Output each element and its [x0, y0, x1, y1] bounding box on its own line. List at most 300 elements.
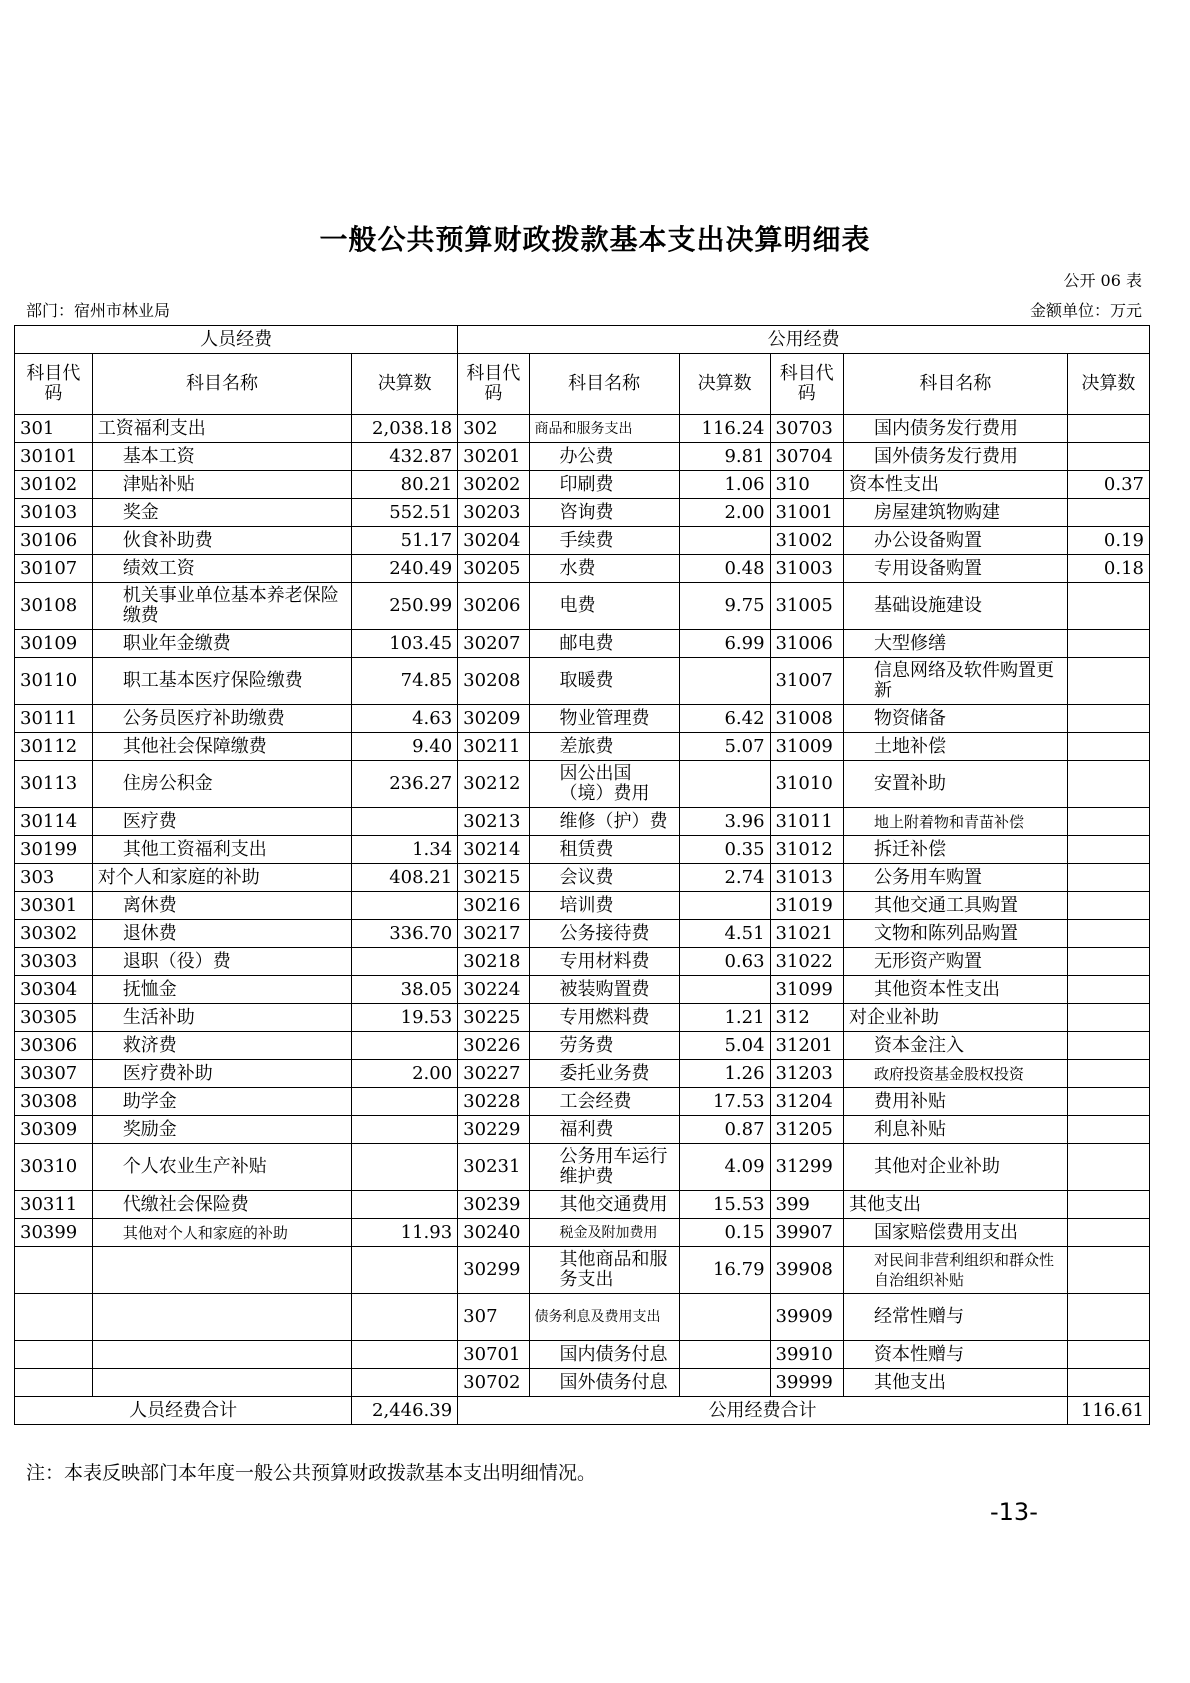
- name-cell: 住房公积金: [92, 761, 351, 808]
- code-cell: 30306: [15, 1032, 93, 1060]
- table-row: [15, 499, 1150, 527]
- unit-label: 金额单位：万元: [1029, 301, 1142, 320]
- department-label: 部门：宿州市林业局: [26, 301, 171, 320]
- amount-cell: 9.81: [679, 443, 770, 471]
- amount-cell: [352, 808, 458, 836]
- table-row: [15, 527, 1150, 555]
- code-cell: 30703: [770, 415, 844, 443]
- name-cell: 对个人和家庭的补助: [92, 864, 351, 892]
- code-cell: 307: [458, 1294, 529, 1341]
- amount-cell: 16.79: [679, 1247, 770, 1294]
- code-cell: 30307: [15, 1060, 93, 1088]
- name-cell: 其他资本性支出: [844, 976, 1068, 1004]
- column-header-amount: 决算数: [1067, 354, 1149, 415]
- table-row: [15, 583, 1150, 630]
- name-cell: 其他工资福利支出: [92, 836, 351, 864]
- code-cell: 39909: [770, 1294, 844, 1341]
- code-cell: 30107: [15, 555, 93, 583]
- amount-cell: [1067, 1369, 1149, 1397]
- code-cell: 301: [15, 415, 93, 443]
- table-row: [15, 1191, 1150, 1219]
- amount-cell: [1067, 415, 1149, 443]
- column-header-amount: 决算数: [679, 354, 770, 415]
- name-cell: 物资储备: [844, 705, 1068, 733]
- name-cell: [92, 1369, 351, 1397]
- amount-cell: 51.17: [352, 527, 458, 555]
- amount-cell: [1067, 1294, 1149, 1341]
- code-cell: 30217: [458, 920, 529, 948]
- code-cell: 30702: [458, 1369, 529, 1397]
- name-cell: 物业管理费: [529, 705, 679, 733]
- code-cell: 30102: [15, 471, 93, 499]
- name-cell: 因公出国（境）费用: [529, 761, 679, 808]
- amount-cell: 552.51: [352, 499, 458, 527]
- code-cell: [15, 1247, 93, 1294]
- code-cell: 312: [770, 1004, 844, 1032]
- amount-cell: [1067, 1144, 1149, 1191]
- name-cell: 公务接待费: [529, 920, 679, 948]
- name-cell: 劳务费: [529, 1032, 679, 1060]
- name-cell: 代缴社会保险费: [92, 1191, 351, 1219]
- code-cell: 30218: [458, 948, 529, 976]
- table-row: [15, 1369, 1150, 1397]
- name-cell: 公务员医疗补助缴费: [92, 705, 351, 733]
- code-cell: 31001: [770, 499, 844, 527]
- name-cell: 取暖费: [529, 658, 679, 705]
- name-cell: 其他对个人和家庭的补助: [92, 1219, 351, 1247]
- amount-cell: [352, 1341, 458, 1369]
- code-cell: 31099: [770, 976, 844, 1004]
- table-row: [15, 836, 1150, 864]
- name-cell: 房屋建筑物购建: [844, 499, 1068, 527]
- page-title: 一般公共预算财政拨款基本支出决算明细表: [319, 223, 871, 256]
- name-cell: 委托业务费: [529, 1060, 679, 1088]
- amount-cell: 4.63: [352, 705, 458, 733]
- code-cell: 31021: [770, 920, 844, 948]
- amount-cell: 1.26: [679, 1060, 770, 1088]
- name-cell: 专用燃料费: [529, 1004, 679, 1032]
- name-cell: 邮电费: [529, 630, 679, 658]
- amount-cell: 0.35: [679, 836, 770, 864]
- amount-cell: [679, 1294, 770, 1341]
- amount-cell: [1067, 948, 1149, 976]
- amount-cell: 9.75: [679, 583, 770, 630]
- code-cell: 30216: [458, 892, 529, 920]
- amount-cell: 6.99: [679, 630, 770, 658]
- amount-cell: 6.42: [679, 705, 770, 733]
- table-row: [15, 1219, 1150, 1247]
- column-header-code: 科目代码: [770, 354, 844, 415]
- amount-cell: 11.93: [352, 1219, 458, 1247]
- table-row: [15, 733, 1150, 761]
- code-cell: 30207: [458, 630, 529, 658]
- amount-cell: [1067, 499, 1149, 527]
- name-cell: 工资福利支出: [92, 415, 351, 443]
- code-cell: 31006: [770, 630, 844, 658]
- amount-cell: [352, 1191, 458, 1219]
- amount-cell: 116.24: [679, 415, 770, 443]
- amount-cell: [1067, 836, 1149, 864]
- amount-cell: [679, 527, 770, 555]
- amount-cell: [1067, 583, 1149, 630]
- code-cell: 31201: [770, 1032, 844, 1060]
- table-row: [15, 415, 1150, 443]
- name-cell: 差旅费: [529, 733, 679, 761]
- name-cell: 医疗费: [92, 808, 351, 836]
- code-cell: 30202: [458, 471, 529, 499]
- amount-cell: [352, 1369, 458, 1397]
- amount-cell: [1067, 920, 1149, 948]
- personnel-total-label: 人员经费合计: [15, 1397, 352, 1425]
- amount-cell: 1.06: [679, 471, 770, 499]
- amount-cell: [352, 1116, 458, 1144]
- amount-cell: 0.19: [1067, 527, 1149, 555]
- amount-cell: [1067, 1247, 1149, 1294]
- code-cell: 31204: [770, 1088, 844, 1116]
- name-cell: 租赁费: [529, 836, 679, 864]
- amount-cell: [1067, 864, 1149, 892]
- code-cell: 30201: [458, 443, 529, 471]
- amount-cell: 4.51: [679, 920, 770, 948]
- name-cell: 政府投资基金股权投资: [844, 1060, 1068, 1088]
- name-cell: 国家赔偿费用支出: [844, 1219, 1068, 1247]
- name-cell: 基础设施建设: [844, 583, 1068, 630]
- code-cell: 30225: [458, 1004, 529, 1032]
- name-cell: 生活补助: [92, 1004, 351, 1032]
- code-cell: 30203: [458, 499, 529, 527]
- table-row: [15, 864, 1150, 892]
- name-cell: 工会经费: [529, 1088, 679, 1116]
- amount-cell: 240.49: [352, 555, 458, 583]
- name-cell: 国内债务付息: [529, 1341, 679, 1369]
- code-cell: [15, 1369, 93, 1397]
- table-row: [15, 1032, 1150, 1060]
- amount-cell: 1.34: [352, 836, 458, 864]
- name-cell: 国外债务发行费用: [844, 443, 1068, 471]
- code-cell: 31007: [770, 658, 844, 705]
- code-cell: 30106: [15, 527, 93, 555]
- code-cell: 30308: [15, 1088, 93, 1116]
- code-cell: [15, 1294, 93, 1341]
- amount-cell: 5.07: [679, 733, 770, 761]
- amount-cell: [1067, 976, 1149, 1004]
- amount-cell: 0.15: [679, 1219, 770, 1247]
- table-row: [15, 892, 1150, 920]
- code-cell: 30309: [15, 1116, 93, 1144]
- table-row: [15, 1294, 1150, 1341]
- table-row: [15, 920, 1150, 948]
- name-cell: 其他对企业补助: [844, 1144, 1068, 1191]
- code-cell: 30215: [458, 864, 529, 892]
- table-row: [15, 1116, 1150, 1144]
- name-cell: 绩效工资: [92, 555, 351, 583]
- code-cell: 30205: [458, 555, 529, 583]
- name-cell: 医疗费补助: [92, 1060, 351, 1088]
- amount-cell: [1067, 1341, 1149, 1369]
- code-cell: 302: [458, 415, 529, 443]
- amount-cell: 0.63: [679, 948, 770, 976]
- table-row: [15, 1144, 1150, 1191]
- amount-cell: 4.09: [679, 1144, 770, 1191]
- amount-cell: [352, 1247, 458, 1294]
- amount-cell: 5.04: [679, 1032, 770, 1060]
- amount-cell: [1067, 1060, 1149, 1088]
- name-cell: 国外债务付息: [529, 1369, 679, 1397]
- code-cell: 30212: [458, 761, 529, 808]
- name-cell: 资本性赠与: [844, 1341, 1068, 1369]
- name-cell: 专用材料费: [529, 948, 679, 976]
- amount-cell: [679, 892, 770, 920]
- code-cell: 30301: [15, 892, 93, 920]
- table-row: [15, 443, 1150, 471]
- amount-cell: [352, 1088, 458, 1116]
- code-cell: 30108: [15, 583, 93, 630]
- table-row: [15, 705, 1150, 733]
- expenditure-table: [14, 325, 1150, 1425]
- name-cell: 资本性支出: [844, 471, 1068, 499]
- table-row: [15, 976, 1150, 1004]
- name-cell: 退职（役）费: [92, 948, 351, 976]
- code-cell: 30109: [15, 630, 93, 658]
- column-header-name: 科目名称: [529, 354, 679, 415]
- code-cell: 30704: [770, 443, 844, 471]
- name-cell: 福利费: [529, 1116, 679, 1144]
- name-cell: 奖金: [92, 499, 351, 527]
- code-cell: 31013: [770, 864, 844, 892]
- name-cell: 其他交通费用: [529, 1191, 679, 1219]
- code-cell: 30112: [15, 733, 93, 761]
- name-cell: 信息网络及软件购置更新: [844, 658, 1068, 705]
- name-cell: 基本工资: [92, 443, 351, 471]
- code-cell: 30114: [15, 808, 93, 836]
- code-cell: 30226: [458, 1032, 529, 1060]
- amount-cell: [1067, 630, 1149, 658]
- amount-cell: 408.21: [352, 864, 458, 892]
- code-cell: 30214: [458, 836, 529, 864]
- code-cell: 39910: [770, 1341, 844, 1369]
- code-cell: [15, 1341, 93, 1369]
- code-cell: 30399: [15, 1219, 93, 1247]
- page-number: -13-: [990, 1498, 1038, 1526]
- code-cell: 30209: [458, 705, 529, 733]
- amount-cell: [352, 1032, 458, 1060]
- amount-cell: [679, 1341, 770, 1369]
- name-cell: 被装购置费: [529, 976, 679, 1004]
- name-cell: 咨询费: [529, 499, 679, 527]
- amount-cell: [1067, 808, 1149, 836]
- amount-cell: 74.85: [352, 658, 458, 705]
- name-cell: 公务用车购置: [844, 864, 1068, 892]
- amount-cell: 3.96: [679, 808, 770, 836]
- name-cell: 津贴补贴: [92, 471, 351, 499]
- amount-cell: [1067, 892, 1149, 920]
- code-cell: 31019: [770, 892, 844, 920]
- code-cell: 30206: [458, 583, 529, 630]
- code-cell: 39999: [770, 1369, 844, 1397]
- name-cell: 国内债务发行费用: [844, 415, 1068, 443]
- amount-cell: [679, 761, 770, 808]
- name-cell: 救济费: [92, 1032, 351, 1060]
- amount-cell: [1067, 1004, 1149, 1032]
- amount-cell: [1067, 1032, 1149, 1060]
- name-cell: 电费: [529, 583, 679, 630]
- code-cell: 31012: [770, 836, 844, 864]
- code-cell: 30229: [458, 1116, 529, 1144]
- amount-cell: [1067, 443, 1149, 471]
- name-cell: 奖励金: [92, 1116, 351, 1144]
- amount-cell: 2.00: [352, 1060, 458, 1088]
- code-cell: 31003: [770, 555, 844, 583]
- amount-cell: [1067, 1191, 1149, 1219]
- amount-cell: [352, 948, 458, 976]
- amount-cell: 17.53: [679, 1088, 770, 1116]
- code-cell: 30305: [15, 1004, 93, 1032]
- name-cell: 退休费: [92, 920, 351, 948]
- amount-cell: 0.37: [1067, 471, 1149, 499]
- name-cell: 对企业补助: [844, 1004, 1068, 1032]
- table-row: [15, 761, 1150, 808]
- public-total-label: 公用经费合计: [458, 1397, 1068, 1425]
- name-cell: 其他社会保障缴费: [92, 733, 351, 761]
- code-cell: 30228: [458, 1088, 529, 1116]
- name-cell: 债务利息及费用支出: [529, 1294, 679, 1341]
- code-cell: 30701: [458, 1341, 529, 1369]
- code-cell: 399: [770, 1191, 844, 1219]
- name-cell: 无形资产购置: [844, 948, 1068, 976]
- amount-cell: [1067, 1088, 1149, 1116]
- code-cell: 30310: [15, 1144, 93, 1191]
- amount-cell: 1.21: [679, 1004, 770, 1032]
- table-row: [15, 1341, 1150, 1369]
- code-cell: 31009: [770, 733, 844, 761]
- code-cell: 30302: [15, 920, 93, 948]
- table-row: [15, 1060, 1150, 1088]
- code-cell: 31203: [770, 1060, 844, 1088]
- code-cell: 30227: [458, 1060, 529, 1088]
- name-cell: 大型修缮: [844, 630, 1068, 658]
- amount-cell: 15.53: [679, 1191, 770, 1219]
- name-cell: 个人农业生产补贴: [92, 1144, 351, 1191]
- code-cell: 30103: [15, 499, 93, 527]
- amount-cell: 0.18: [1067, 555, 1149, 583]
- code-cell: 31205: [770, 1116, 844, 1144]
- name-cell: 培训费: [529, 892, 679, 920]
- amount-cell: 38.05: [352, 976, 458, 1004]
- table-row: [15, 1004, 1150, 1032]
- code-cell: 30199: [15, 836, 93, 864]
- name-cell: 公务用车运行维护费: [529, 1144, 679, 1191]
- code-cell: 30110: [15, 658, 93, 705]
- code-cell: 30311: [15, 1191, 93, 1219]
- code-cell: 31008: [770, 705, 844, 733]
- name-cell: 办公费: [529, 443, 679, 471]
- amount-cell: 0.87: [679, 1116, 770, 1144]
- amount-cell: 103.45: [352, 630, 458, 658]
- name-cell: 职工基本医疗保险缴费: [92, 658, 351, 705]
- code-cell: 30211: [458, 733, 529, 761]
- name-cell: 专用设备购置: [844, 555, 1068, 583]
- name-cell: 印刷费: [529, 471, 679, 499]
- code-cell: 39907: [770, 1219, 844, 1247]
- code-cell: 30204: [458, 527, 529, 555]
- table-row: [15, 555, 1150, 583]
- code-cell: 30240: [458, 1219, 529, 1247]
- name-cell: 办公设备购置: [844, 527, 1068, 555]
- name-cell: 费用补贴: [844, 1088, 1068, 1116]
- code-cell: 31010: [770, 761, 844, 808]
- amount-cell: [352, 892, 458, 920]
- group-header-public: 公用经费: [458, 326, 1150, 354]
- amount-cell: [679, 1369, 770, 1397]
- code-cell: 30101: [15, 443, 93, 471]
- name-cell: 地上附着物和青苗补偿: [844, 808, 1068, 836]
- code-cell: 30239: [458, 1191, 529, 1219]
- personnel-total-value: 2,446.39: [352, 1397, 458, 1425]
- name-cell: 土地补偿: [844, 733, 1068, 761]
- table-row: [15, 808, 1150, 836]
- footnote: 注：本表反映部门本年度一般公共预算财政拨款基本支出明细情况。: [26, 1462, 597, 1484]
- code-cell: 30208: [458, 658, 529, 705]
- amount-cell: [679, 658, 770, 705]
- code-cell: 30113: [15, 761, 93, 808]
- form-number: 公开 06 表: [1063, 271, 1142, 290]
- name-cell: 其他支出: [844, 1369, 1068, 1397]
- amount-cell: [1067, 705, 1149, 733]
- name-cell: 伙食补助费: [92, 527, 351, 555]
- name-cell: 资本金注入: [844, 1032, 1068, 1060]
- column-header-code: 科目代码: [15, 354, 93, 415]
- code-cell: 31022: [770, 948, 844, 976]
- name-cell: 商品和服务支出: [529, 415, 679, 443]
- amount-cell: [1067, 733, 1149, 761]
- code-cell: 31299: [770, 1144, 844, 1191]
- name-cell: 利息补贴: [844, 1116, 1068, 1144]
- amount-cell: 236.27: [352, 761, 458, 808]
- amount-cell: [1067, 658, 1149, 705]
- code-cell: 31005: [770, 583, 844, 630]
- name-cell: 水费: [529, 555, 679, 583]
- name-cell: 其他交通工具购置: [844, 892, 1068, 920]
- column-header-code: 科目代码: [458, 354, 529, 415]
- amount-cell: [1067, 1219, 1149, 1247]
- amount-cell: 336.70: [352, 920, 458, 948]
- code-cell: 30224: [458, 976, 529, 1004]
- amount-cell: [1067, 1116, 1149, 1144]
- code-cell: 39908: [770, 1247, 844, 1294]
- amount-cell: 432.87: [352, 443, 458, 471]
- code-cell: 303: [15, 864, 93, 892]
- amount-cell: 2.00: [679, 499, 770, 527]
- amount-cell: 80.21: [352, 471, 458, 499]
- name-cell: 抚恤金: [92, 976, 351, 1004]
- code-cell: 30303: [15, 948, 93, 976]
- name-cell: 离休费: [92, 892, 351, 920]
- code-cell: 30304: [15, 976, 93, 1004]
- table-row: [15, 1247, 1150, 1294]
- amount-cell: 2.74: [679, 864, 770, 892]
- table-row: [15, 658, 1150, 705]
- name-cell: 助学金: [92, 1088, 351, 1116]
- amount-cell: 19.53: [352, 1004, 458, 1032]
- name-cell: 文物和陈列品购置: [844, 920, 1068, 948]
- name-cell: 对民间非营利组织和群众性自治组织补贴: [844, 1247, 1068, 1294]
- column-header-amount: 决算数: [352, 354, 458, 415]
- code-cell: 30111: [15, 705, 93, 733]
- name-cell: 手续费: [529, 527, 679, 555]
- name-cell: [92, 1341, 351, 1369]
- amount-cell: 2,038.18: [352, 415, 458, 443]
- amount-cell: [1067, 761, 1149, 808]
